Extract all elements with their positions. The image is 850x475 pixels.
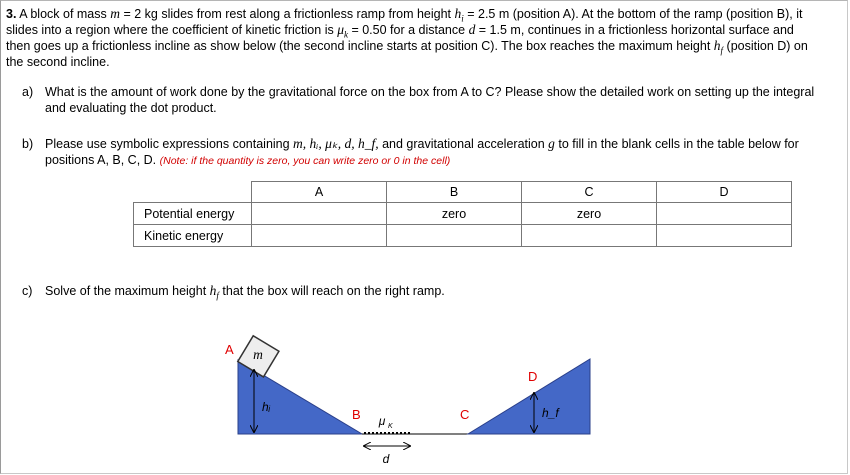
- var-muk: μ: [337, 22, 344, 37]
- var-g: g: [548, 136, 555, 151]
- part-c-label: c): [22, 284, 33, 298]
- table-header-c: C: [522, 182, 657, 203]
- var-hf: h: [209, 283, 217, 298]
- row-label-kinetic: Kinetic energy: [134, 225, 252, 247]
- part-c-text-b: that the box will reach on the right ramp.: [218, 284, 445, 298]
- problem-text: = 1.5 m, continues in a frictionless horizontal surface and: [475, 23, 794, 37]
- var-hf: h: [713, 38, 721, 53]
- table-header-a: A: [252, 182, 387, 203]
- var-hf-sub: f: [216, 290, 219, 301]
- var-muk-sub: k: [343, 29, 348, 40]
- part-b-text: positions A, B, C, D.: [45, 153, 160, 167]
- var-hi-sub: i: [461, 13, 464, 24]
- problem-text: = 2 kg slides from rest along a frictionless ramp from height: [119, 7, 455, 21]
- problem-number: 3.: [6, 7, 17, 21]
- problem-text: = 0.50 for a distance: [347, 23, 469, 37]
- label-mu: μ: [378, 414, 386, 428]
- table-header-d: D: [657, 182, 792, 203]
- position-label-d: D: [528, 369, 538, 384]
- part-b-text: and gravitational acceleration: [378, 137, 549, 151]
- label-hf: h_f: [542, 406, 559, 420]
- var-hf-sub: f: [720, 45, 724, 56]
- problem-text: slides into a region where the coefficient of kinetic friction is: [6, 23, 338, 37]
- problem-text: (position D) on: [726, 39, 808, 53]
- table-cell[interactable]: zero: [522, 203, 657, 225]
- part-a-line-1: What is the amount of work done by the gravitational force on the box from A to C? Please show the detailed work on setting up the integral: [45, 85, 815, 99]
- problem-text: then goes up a frictionless incline as show below (the second incline starts at position C). The box reaches the maximum height: [6, 39, 711, 53]
- table-cell[interactable]: zero: [387, 203, 522, 225]
- part-c-text-a: Solve of the maximum height: [45, 284, 210, 298]
- label-m: m: [253, 347, 263, 362]
- part-a-label: a): [22, 85, 34, 99]
- problem-line-4: the second incline.: [6, 55, 110, 69]
- label-mu-sub: K: [388, 423, 393, 430]
- part-b-label: b): [22, 137, 34, 151]
- var-m: m: [110, 6, 120, 21]
- part-b-note: (Note: if the quantity is zero, you can write zero or 0 in the cell): [159, 155, 451, 167]
- label-d: d: [382, 452, 390, 466]
- part-b-text: Please use symbolic expressions containing: [45, 137, 294, 151]
- position-label-c: C: [460, 407, 470, 422]
- part-a-line-2: and evaluating the dot product.: [45, 101, 217, 115]
- label-hi: hᵢ: [262, 400, 271, 414]
- row-label-potential: Potential energy: [134, 203, 252, 225]
- problem-text: A block of mass: [16, 7, 111, 21]
- var-hi: h: [454, 6, 462, 21]
- table-header-b: B: [387, 182, 522, 203]
- position-label-b: B: [352, 407, 361, 422]
- position-label-a: A: [225, 342, 234, 357]
- part-b-vars: m, hᵢ, μₖ, d, h_f,: [293, 136, 379, 151]
- problem-text: = 2.5 m (position A). At the bottom of the ramp (position B), it: [463, 7, 803, 21]
- part-b-text: to fill in the blank cells in the table below for: [554, 137, 799, 151]
- var-d: d: [468, 22, 476, 37]
